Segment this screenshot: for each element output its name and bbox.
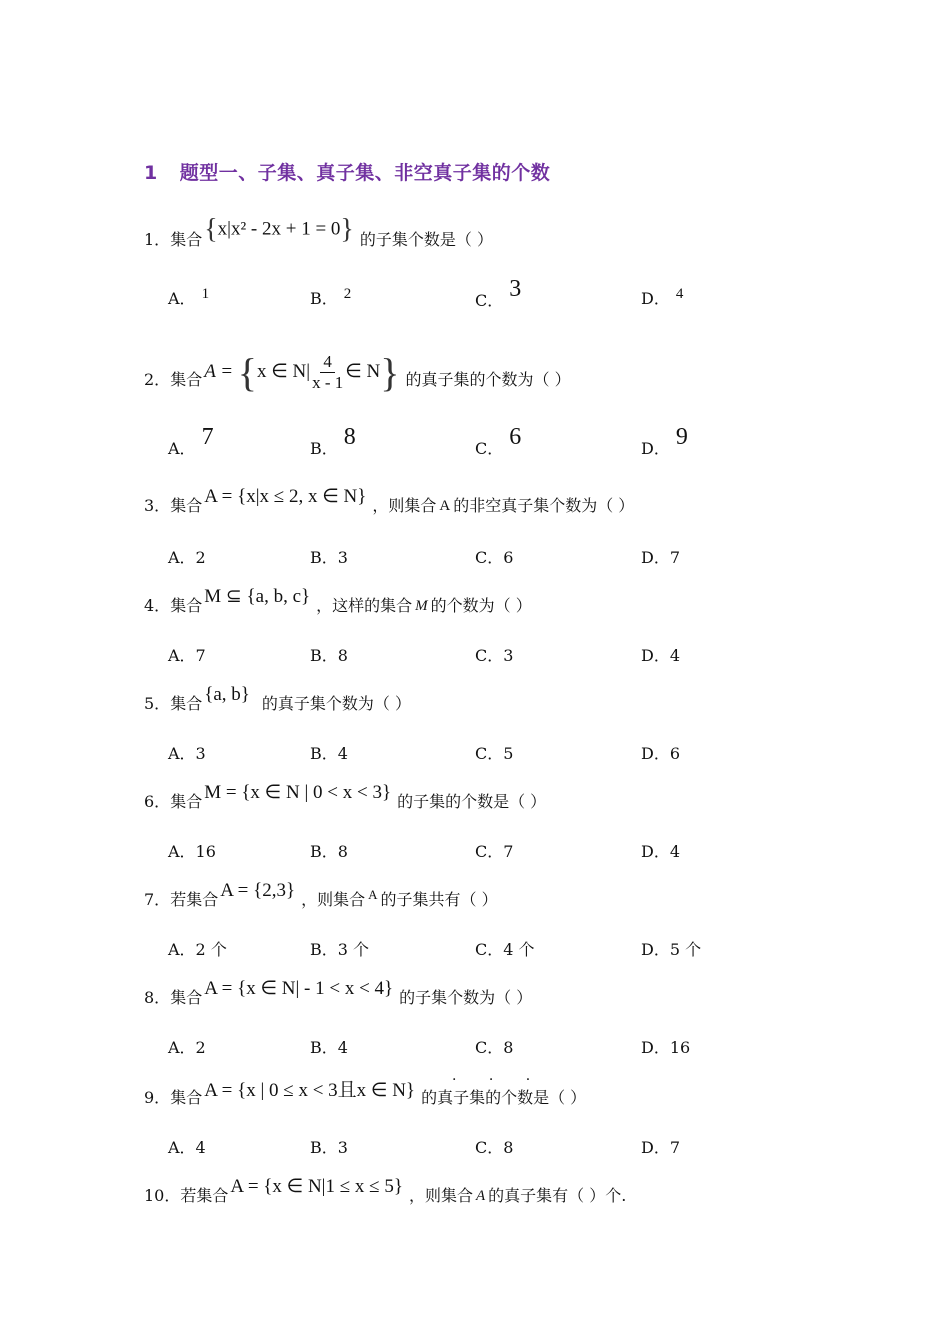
option-d: D． 4 — [641, 286, 684, 308]
question-prefix: 集合 — [170, 496, 203, 515]
question-suffix: 的子集个数为（ ） — [399, 988, 533, 1007]
question-suffix: ，则集合 — [301, 890, 366, 909]
question-number: 9． — [144, 1088, 171, 1107]
options-9 — [168, 1135, 848, 1165]
option-a: A．2 — [168, 1038, 206, 1057]
question-4 — [144, 586, 532, 616]
option-b: B． 8 — [310, 424, 356, 458]
option-d: D．16 — [641, 1038, 691, 1057]
options-8 — [168, 1035, 848, 1065]
option-a: A．16 — [168, 842, 216, 861]
section-heading — [144, 158, 550, 185]
option-b: B．4 — [310, 1038, 348, 1057]
question-5 — [144, 683, 411, 714]
option-d: D．6 — [641, 744, 681, 763]
set-variable: A — [475, 1188, 486, 1204]
question-prefix: 集合 — [170, 370, 203, 389]
question-prefix: 集合 — [170, 1088, 203, 1107]
option-c: C． 3 — [475, 276, 522, 310]
section-number: 1 — [144, 162, 158, 184]
option-c: C．3 — [475, 646, 514, 665]
options-1 — [168, 276, 848, 316]
option-a: A． 1 — [168, 286, 210, 308]
question-prefix: 集合 — [170, 792, 203, 811]
question-number: 5． — [144, 694, 171, 713]
option-d: D．5 个 — [641, 940, 702, 959]
question-number: 7． — [144, 890, 171, 909]
options-3 — [168, 545, 848, 575]
options-4 — [168, 643, 848, 673]
math-expression: M ⊆ {a, b, c} — [204, 586, 311, 607]
section-title: 题型一、子集、真子集、非空真子集的个数 — [179, 162, 551, 184]
question-suffix: 的真子集的个数是（ ） — [421, 1088, 587, 1107]
question-suffix: 的真子集个数为（ ） — [261, 694, 411, 713]
option-b: B．8 — [310, 646, 348, 665]
option-c: C． 6 — [475, 424, 522, 458]
math-expression: A = {x ∈ N| - 1 < x < 4} — [204, 978, 394, 999]
question-number: 6． — [144, 792, 171, 811]
set-variable: M — [415, 598, 428, 614]
set-variable: A — [439, 498, 451, 514]
option-a: A． 7 — [168, 424, 214, 458]
option-b: B．8 — [310, 842, 348, 861]
question-7 — [144, 879, 498, 910]
option-b: B．3 — [310, 548, 348, 567]
option-d: D．4 — [641, 842, 681, 861]
math-expression: {x|x² - 2x + 1 = 0} — [204, 214, 354, 245]
question-1 — [144, 214, 493, 254]
question-8 — [144, 978, 533, 1008]
option-b: B．3 — [310, 1138, 348, 1157]
math-expression: {a, b} — [204, 683, 250, 705]
question-3 — [144, 486, 635, 516]
question-prefix: 集合 — [170, 596, 203, 615]
option-a: A．2 个 — [168, 940, 227, 959]
option-c: C．6 — [475, 548, 514, 567]
emphasis-dots: · · · — [452, 1072, 545, 1088]
question-number: 2． — [144, 370, 171, 389]
set-variable: A — [368, 886, 378, 902]
question-prefix: 集合 — [170, 988, 203, 1007]
question-suffix: 的子集个数是（ ） — [359, 229, 493, 249]
question-number: 3． — [144, 496, 171, 515]
option-a: A．7 — [168, 646, 206, 665]
option-c: C．8 — [475, 1038, 514, 1057]
option-b: B．4 — [310, 744, 348, 763]
math-expression: A = {x ∈ N|1 ≤ x ≤ 5} — [230, 1176, 403, 1197]
option-c: C．4 个 — [475, 940, 535, 959]
math-expression: M = {x ∈ N | 0 < x < 3} — [204, 782, 392, 803]
question-suffix: ，则集合 — [372, 496, 437, 515]
fraction: $\frac{4}{x - 1}$ — [312, 352, 344, 392]
question-number: 4． — [144, 596, 171, 615]
question-number: 10． — [144, 1186, 181, 1205]
options-7 — [168, 937, 848, 967]
option-b: B．3 个 — [310, 940, 370, 959]
question-6 — [144, 782, 547, 812]
option-d: D． 9 — [641, 424, 688, 458]
question-number: 8． — [144, 988, 171, 1007]
option-c: C．8 — [475, 1138, 514, 1157]
question-suffix: 的真子集的个数为（ ） — [405, 370, 571, 389]
option-a: A．4 — [168, 1138, 206, 1157]
question-suffix-2: 的子集共有（ ） — [380, 890, 498, 909]
option-c: C．7 — [475, 842, 514, 861]
question-number: 1． — [144, 229, 171, 249]
option-d: D．7 — [641, 548, 681, 567]
question-2 — [144, 350, 571, 402]
option-a: A．3 — [168, 744, 206, 763]
options-5 — [168, 741, 848, 771]
question-10 — [144, 1176, 627, 1206]
options-6 — [168, 839, 848, 869]
question-suffix: ，这样的集合 — [316, 596, 413, 615]
math-expression: A = {x|x ≤ 2, x ∈ N} — [204, 486, 367, 507]
options-2 — [168, 424, 848, 464]
option-b: B． 2 — [310, 286, 352, 308]
option-d: D．7 — [641, 1138, 681, 1157]
question-suffix-2: 的真子集有（ ）个. — [488, 1186, 627, 1205]
math-expression: A = {x | 0 ≤ x < 3且x ∈ N} — [204, 1080, 416, 1101]
option-d: D．4 — [641, 646, 681, 665]
question-prefix: 若集合 — [170, 890, 219, 909]
question-suffix: ，则集合 — [408, 1186, 473, 1205]
math-expression: A = {2,3} — [220, 879, 296, 901]
question-prefix: 集合 — [170, 229, 203, 249]
question-suffix-2: 的非空真子集个数为（ ） — [453, 496, 635, 515]
option-c: C．5 — [475, 744, 514, 763]
question-suffix-2: 的个数为（ ） — [430, 596, 532, 615]
question-prefix: 若集合 — [180, 1186, 229, 1205]
question-suffix: 的子集的个数是（ ） — [397, 792, 547, 811]
question-prefix: 集合 — [170, 694, 203, 713]
math-expression: A = {x ∈ N| $\frac{4}{x - 1}$ ∈ N} — [204, 350, 400, 395]
option-a: A．2 — [168, 548, 206, 567]
